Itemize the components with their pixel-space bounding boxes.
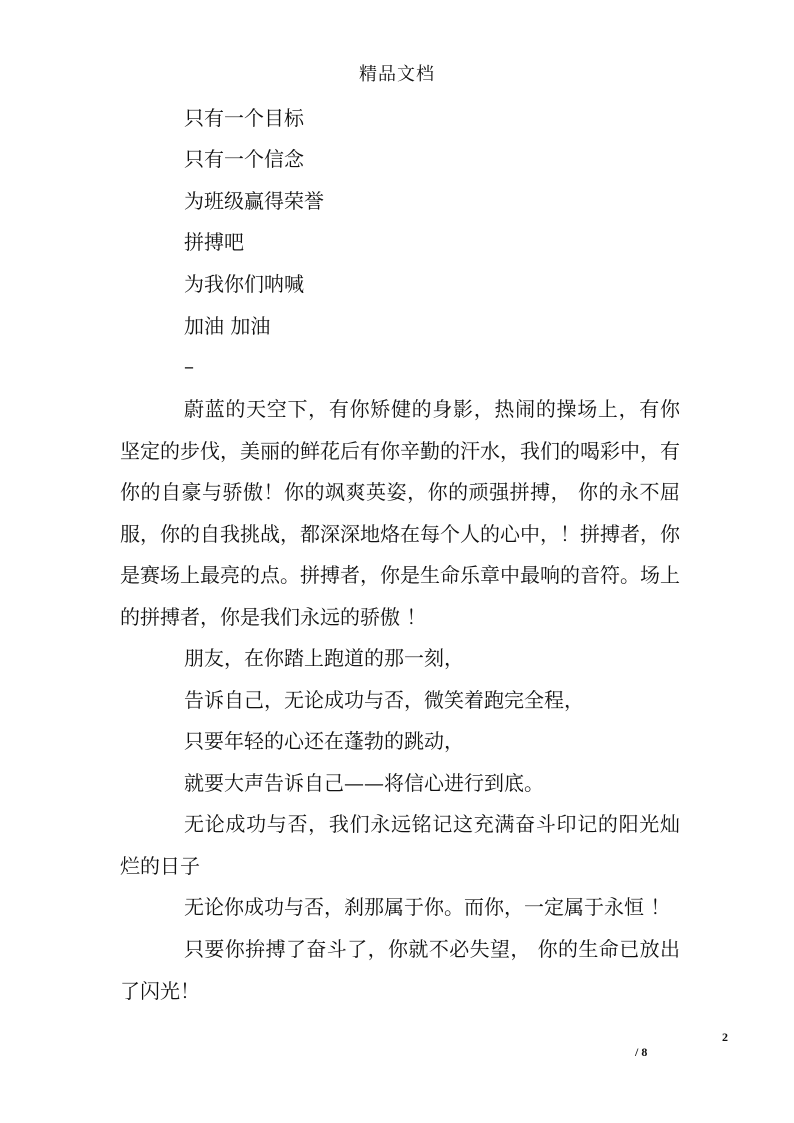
paragraph: 朋友，在你踏上跑道的那一刻， (184, 646, 464, 670)
dash-line: – (184, 354, 194, 378)
paragraph: 只要年轻的心还在蓬勃的跳动， (184, 729, 464, 753)
verse-line: 为我你们呐喊 (184, 272, 304, 296)
page-header: 精品文档 (359, 64, 435, 85)
verse-line: 加油 加油 (184, 314, 271, 338)
verse-line: 拼搏吧 (184, 230, 244, 254)
verse-line: 只有一个信念 (184, 147, 304, 171)
paragraph-main: 蔚蓝的天空下，有你矫健的身影，热闹的操场上，有你坚定的步伐，美丽的鲜花后有你辛勤的汗水，我们的喝彩中，有你的自豪与骄傲！你的飒爽英姿，你的顽强拼搏， 你的永不屈服，你的自我挑战，都深深地烙在每个人的心中，！拼搏者，你是赛场上最亮的点。拼搏者，你是生命乐章中最响的音符。场上的拼搏者，你是我们永远的骄傲 ！ (120, 397, 680, 629)
paragraph: 就要大声告诉自己——将信心进行到底。 (184, 771, 544, 795)
verse-line: 为班级赢得荣誉 (184, 189, 324, 213)
page-total: / 8 (635, 1045, 648, 1059)
paragraph: 无论你成功与否，刹那属于你。而你，一定属于永恒 ！ (184, 895, 671, 919)
paragraph: 无论成功与否，我们永远铭记这充满奋斗印记的阳光灿烂的日子 (120, 812, 680, 878)
page-number: 2 (722, 1030, 728, 1044)
paragraph: 告诉自己，无论成功与否，微笑着跑完全程， (184, 688, 584, 712)
paragraph: 只要你拚搏了奋斗了，你就不必失望， 你的生命已放出了闪光！ (120, 937, 680, 1003)
verse-line: 只有一个目标 (184, 106, 304, 130)
